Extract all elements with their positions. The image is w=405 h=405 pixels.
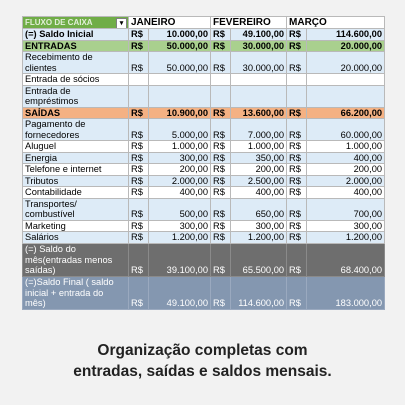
value-cell[interactable]: 700,00 (307, 198, 385, 220)
row-label[interactable]: Salários (23, 232, 129, 244)
currency-cell[interactable]: R$ (129, 29, 149, 41)
currency-cell[interactable]: R$ (211, 164, 231, 176)
table-row (23, 232, 385, 244)
currency-cell[interactable]: R$ (287, 164, 307, 176)
currency-cell[interactable]: R$ (129, 52, 149, 74)
currency-cell[interactable]: R$ (129, 232, 149, 244)
currency-cell[interactable]: R$ (129, 175, 149, 187)
value-cell[interactable]: 10.000,00 (149, 29, 211, 41)
value-cell[interactable]: 200,00 (231, 164, 287, 176)
row-label[interactable]: Energia (23, 152, 129, 164)
currency-cell[interactable]: R$ (287, 243, 307, 276)
row-label[interactable]: Contabilidade (23, 187, 129, 199)
value-cell[interactable]: 7.000,00 (231, 119, 287, 141)
table-row (23, 40, 385, 52)
filter-dropdown-icon[interactable]: ▾ (116, 18, 127, 29)
table-row (23, 85, 385, 107)
currency-cell[interactable]: R$ (211, 40, 231, 52)
value-cell[interactable]: 68.400,00 (307, 243, 385, 276)
row-label[interactable]: Tributos (23, 175, 129, 187)
value-cell[interactable]: 1.000,00 (307, 141, 385, 153)
value-cell[interactable]: 1.000,00 (231, 141, 287, 153)
empty-cell[interactable] (149, 74, 211, 86)
currency-cell[interactable]: R$ (287, 119, 307, 141)
caption (0, 340, 405, 382)
value-cell[interactable]: 50.000,00 (149, 40, 211, 52)
currency-cell[interactable]: R$ (211, 152, 231, 164)
currency-cell[interactable]: R$ (129, 119, 149, 141)
currency-cell[interactable]: R$ (287, 52, 307, 74)
header-corner-cell[interactable] (23, 17, 129, 29)
value-cell[interactable]: 300,00 (231, 220, 287, 232)
caption-line-2: entradas, saídas e saldos mensais. (73, 363, 332, 380)
value-cell[interactable]: 2.500,00 (231, 175, 287, 187)
empty-cell[interactable] (211, 74, 231, 86)
currency-cell[interactable]: R$ (287, 29, 307, 41)
value-cell[interactable]: 400,00 (149, 187, 211, 199)
value-cell[interactable]: 200,00 (307, 164, 385, 176)
empty-cell[interactable] (129, 74, 149, 86)
value-cell[interactable]: 1.000,00 (149, 141, 211, 153)
value-cell[interactable]: 400,00 (307, 152, 385, 164)
currency-cell[interactable]: R$ (287, 198, 307, 220)
empty-cell[interactable] (211, 85, 231, 107)
empty-cell[interactable] (231, 85, 287, 107)
table-row (23, 198, 385, 220)
row-label[interactable]: (=) Saldo Inicial (23, 29, 129, 41)
table-row (23, 243, 385, 276)
value-cell[interactable]: 300,00 (149, 220, 211, 232)
row-label[interactable]: Marketing (23, 220, 129, 232)
row-label[interactable]: Telefone e internet (23, 164, 129, 176)
value-cell[interactable]: 60.000,00 (307, 119, 385, 141)
table-row (23, 187, 385, 199)
empty-cell[interactable] (287, 85, 307, 107)
empty-cell[interactable] (129, 85, 149, 107)
value-cell[interactable]: 114.600,00 (231, 276, 287, 309)
value-cell[interactable]: 500,00 (149, 198, 211, 220)
currency-cell[interactable]: R$ (129, 187, 149, 199)
value-cell[interactable]: 1.200,00 (231, 232, 287, 244)
currency-cell[interactable]: R$ (287, 40, 307, 52)
table-row (23, 52, 385, 74)
currency-cell[interactable]: R$ (287, 141, 307, 153)
value-cell[interactable]: 65.500,00 (231, 243, 287, 276)
currency-cell[interactable]: R$ (211, 198, 231, 220)
currency-cell[interactable]: R$ (211, 107, 231, 119)
value-cell[interactable]: 1.200,00 (307, 232, 385, 244)
caption-line-1: Organização completas com (97, 342, 308, 359)
row-label[interactable]: Pagamento de fornecedores (23, 119, 129, 141)
table-row (23, 175, 385, 187)
row-label[interactable]: Aluguel (23, 141, 129, 153)
value-cell[interactable]: 50.000,00 (149, 52, 211, 74)
value-cell[interactable]: 10.900,00 (149, 107, 211, 119)
value-cell[interactable]: 20.000,00 (307, 52, 385, 74)
table-row (23, 74, 385, 86)
currency-cell[interactable]: R$ (211, 175, 231, 187)
currency-cell[interactable]: R$ (287, 175, 307, 187)
value-cell[interactable]: 30.000,00 (231, 52, 287, 74)
empty-cell[interactable] (231, 74, 287, 86)
value-cell[interactable]: 400,00 (307, 187, 385, 199)
header-corner-label: FLUXO DE CAIXA (25, 17, 93, 27)
value-cell[interactable]: 20.000,00 (307, 40, 385, 52)
empty-cell[interactable] (287, 74, 307, 86)
table-row (23, 29, 385, 41)
value-cell[interactable]: 400,00 (231, 187, 287, 199)
currency-cell[interactable]: R$ (129, 198, 149, 220)
currency-cell[interactable]: R$ (287, 276, 307, 309)
empty-cell[interactable] (307, 85, 385, 107)
value-cell[interactable]: 300,00 (307, 220, 385, 232)
value-cell[interactable]: 13.600,00 (231, 107, 287, 119)
value-cell[interactable]: 1.200,00 (149, 232, 211, 244)
value-cell[interactable]: 2.000,00 (149, 175, 211, 187)
currency-cell[interactable]: R$ (211, 232, 231, 244)
value-cell[interactable]: 650,00 (231, 198, 287, 220)
row-label[interactable]: Entrada de sócios (23, 74, 129, 86)
value-cell[interactable]: 114.600,00 (307, 29, 385, 41)
table-row (23, 276, 385, 309)
currency-cell[interactable]: R$ (129, 243, 149, 276)
currency-cell[interactable]: R$ (129, 152, 149, 164)
row-label[interactable]: (=)Saldo Final ( saldo inicial + entrada do mês) (23, 276, 129, 309)
currency-cell[interactable]: R$ (287, 232, 307, 244)
empty-cell[interactable] (307, 74, 385, 86)
row-label[interactable]: Entrada de empréstimos (23, 85, 129, 107)
currency-cell[interactable]: R$ (287, 107, 307, 119)
row-label[interactable]: ENTRADAS (23, 40, 129, 52)
currency-cell[interactable]: R$ (129, 276, 149, 309)
empty-cell[interactable] (149, 85, 211, 107)
value-cell[interactable]: 200,00 (149, 164, 211, 176)
row-label[interactable]: Transportes/ combustível (23, 198, 129, 220)
currency-cell[interactable]: R$ (129, 107, 149, 119)
currency-cell[interactable]: R$ (211, 276, 231, 309)
value-cell[interactable]: 183.000,00 (307, 276, 385, 309)
currency-cell[interactable]: R$ (129, 220, 149, 232)
table-row (23, 107, 385, 119)
currency-cell[interactable]: R$ (129, 164, 149, 176)
table-row (23, 119, 385, 141)
row-label[interactable]: SAÍDAS (23, 107, 129, 119)
currency-cell[interactable]: R$ (211, 52, 231, 74)
table-row (23, 220, 385, 232)
cash-flow-table (22, 16, 385, 310)
currency-cell[interactable]: R$ (287, 152, 307, 164)
month-header-marco[interactable]: MARÇO (287, 17, 385, 29)
value-cell[interactable]: 350,00 (231, 152, 287, 164)
currency-cell[interactable]: R$ (211, 119, 231, 141)
table-row (23, 164, 385, 176)
row-label[interactable]: Recebimento de clientes (23, 52, 129, 74)
value-cell[interactable]: 30.000,00 (231, 40, 287, 52)
value-cell[interactable]: 300,00 (149, 152, 211, 164)
value-cell[interactable]: 39.100,00 (149, 243, 211, 276)
value-cell[interactable]: 49.100,00 (149, 276, 211, 309)
month-header-janeiro[interactable]: JANEIRO (129, 17, 211, 29)
row-label[interactable]: (=) Saldo do mês(entradas menos saídas) (23, 243, 129, 276)
value-cell[interactable]: 49.100,00 (231, 29, 287, 41)
value-cell[interactable]: 66.200,00 (307, 107, 385, 119)
currency-cell[interactable]: R$ (129, 40, 149, 52)
currency-cell[interactable]: R$ (287, 220, 307, 232)
currency-cell[interactable]: R$ (211, 243, 231, 276)
value-cell[interactable]: 5.000,00 (149, 119, 211, 141)
currency-cell[interactable]: R$ (287, 187, 307, 199)
header-row (23, 17, 385, 29)
currency-cell[interactable]: R$ (129, 141, 149, 153)
currency-cell[interactable]: R$ (211, 220, 231, 232)
currency-cell[interactable]: R$ (211, 29, 231, 41)
month-header-fevereiro[interactable]: FEVEREIRO (211, 17, 287, 29)
currency-cell[interactable]: R$ (211, 187, 231, 199)
currency-cell[interactable]: R$ (211, 141, 231, 153)
table-row (23, 141, 385, 153)
value-cell[interactable]: 2.000,00 (307, 175, 385, 187)
table-row (23, 152, 385, 164)
